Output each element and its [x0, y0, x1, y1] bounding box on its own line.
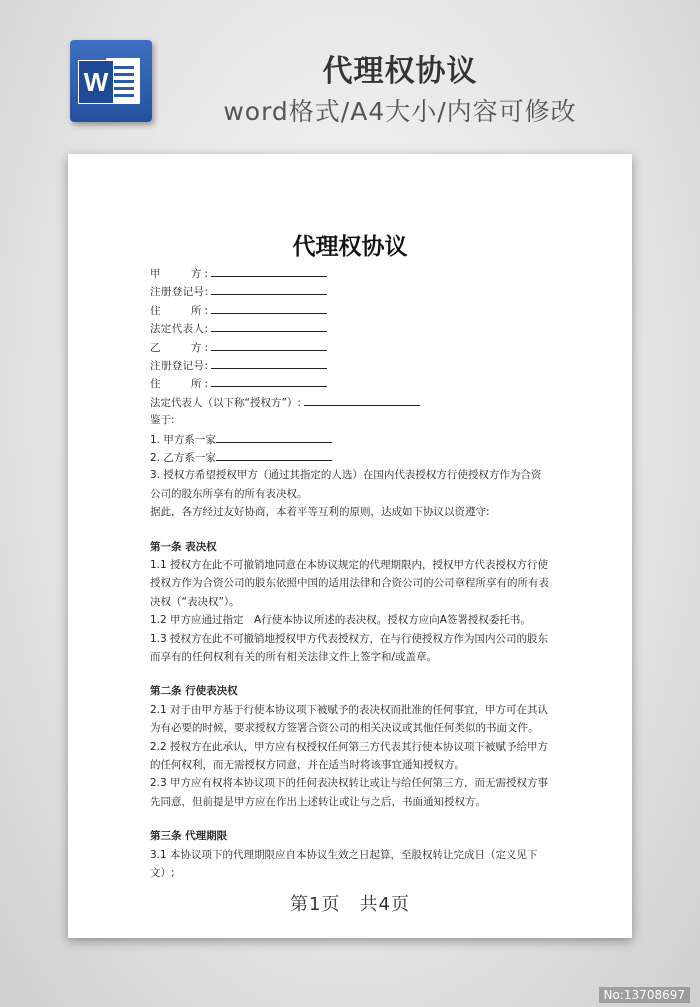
item-2: 2. 乙方系一家: [150, 451, 216, 464]
field-label: 注册登记号:: [150, 286, 208, 299]
blank-line: [211, 301, 327, 314]
blank-line: [211, 282, 327, 295]
blank-line: [211, 356, 327, 369]
field-row: [150, 319, 550, 337]
field-label: 住 所:: [150, 304, 208, 317]
field-row: [150, 338, 550, 356]
field-row: [150, 264, 550, 282]
field-label: 法定代表人:: [150, 323, 208, 336]
blank-line: [211, 374, 327, 387]
intro-paragraph: 据此，各方经过友好协商，本着平等互利的原则，达成如下协议以资遵守:: [150, 506, 490, 519]
item-3: 3. 授权方希望授权甲方（通过其指定的人选）在国内代表授权方行使授权方作为合资公司的股东所享有的所有表决权。: [150, 469, 542, 500]
section-2-title: 第二条 行使表决权: [150, 685, 238, 698]
section-2-clause-2: 2.2 授权方在此承认，甲方应有权授权任何第三方代表其行使本协议项下被赋予给甲方的任何权利，而无需授权方同意，并在适当时将该事宜通知授权方。: [150, 740, 549, 771]
whereas: 鉴于:: [150, 414, 175, 427]
field-label: 甲 方:: [150, 268, 208, 280]
document-body: [150, 264, 550, 882]
field-label: 乙 方:: [150, 341, 208, 354]
document-title: 代理权协议: [292, 234, 408, 260]
field-label: 住 所:: [150, 378, 208, 391]
header-title: 代理权协议: [322, 54, 478, 89]
watermark-id: No:13708697: [599, 987, 690, 1003]
field-row: [150, 282, 550, 300]
field-row: [150, 356, 550, 374]
item-1: 1. 甲方系一家: [150, 433, 216, 446]
field-row: [150, 374, 550, 392]
section-1-clause-1: 1.1 授权方在此不可撤销地同意在本协议规定的代理期限内，授权甲方代表授权方行使授权方作为合资公司的股东依照中国的适用法律和合资公司的公司章程所享有的所有表决权（“表决权”）。: [150, 558, 549, 608]
item-2-row: [150, 448, 550, 466]
blank-line: [216, 448, 332, 461]
blank-line: [216, 430, 332, 443]
section-1-title: 第一条 表决权: [150, 540, 217, 553]
section-3-title: 第三条 代理期限: [150, 830, 228, 843]
field-label: 注册登记号:: [150, 359, 208, 372]
blank-line: [304, 393, 420, 406]
section-1-clause-3: 1.3 授权方在此不可撤销地授权甲方代表授权方，在与行使授权方作为国内公司的股东而享有的任何权利有关的所有相关法律文件上签字和/或盖章。: [150, 632, 549, 663]
blank-line: [211, 338, 327, 351]
word-letter: W: [78, 60, 114, 104]
word-doc-icon: [70, 40, 152, 122]
item-1-row: [150, 430, 550, 448]
blank-line: [211, 264, 327, 277]
field-row: [150, 301, 550, 319]
document-page: [68, 154, 632, 938]
page-footer: 第1页 共4页: [290, 894, 410, 915]
section-3-clause-1: 3.1 本协议项下的代理期限应自本协议生效之日起算，至股权转让完成日（定义见下文）;: [150, 848, 538, 879]
rep-label: 法定代表人（以下称“授权方”）:: [150, 396, 301, 409]
section-2-clause-3: 2.3 甲方应有权将本协议项下的任何表决权转让或让与给任何第三方，而无需授权方事先同意，但前提是甲方应在作出上述转让或让与之后，书面通知授权方。: [150, 777, 549, 808]
section-2-clause-1: 2.1 对于由甲方基于行使本协议项下被赋予的表决权而批准的任何事宜，甲方可在其认为有必要的时候，要求授权方签署合资公司的相关决议或其他任何类似的书面文件。: [150, 703, 549, 735]
blank-line: [211, 319, 327, 332]
section-1-clause-2: 1.2 甲方应通过指定 A行使本协议所述的表决权。授权方应向A签署授权委托书。: [150, 614, 531, 627]
header-subtitle: word格式/A4大小/内容可修改: [223, 97, 577, 126]
rep-row: [150, 393, 550, 411]
